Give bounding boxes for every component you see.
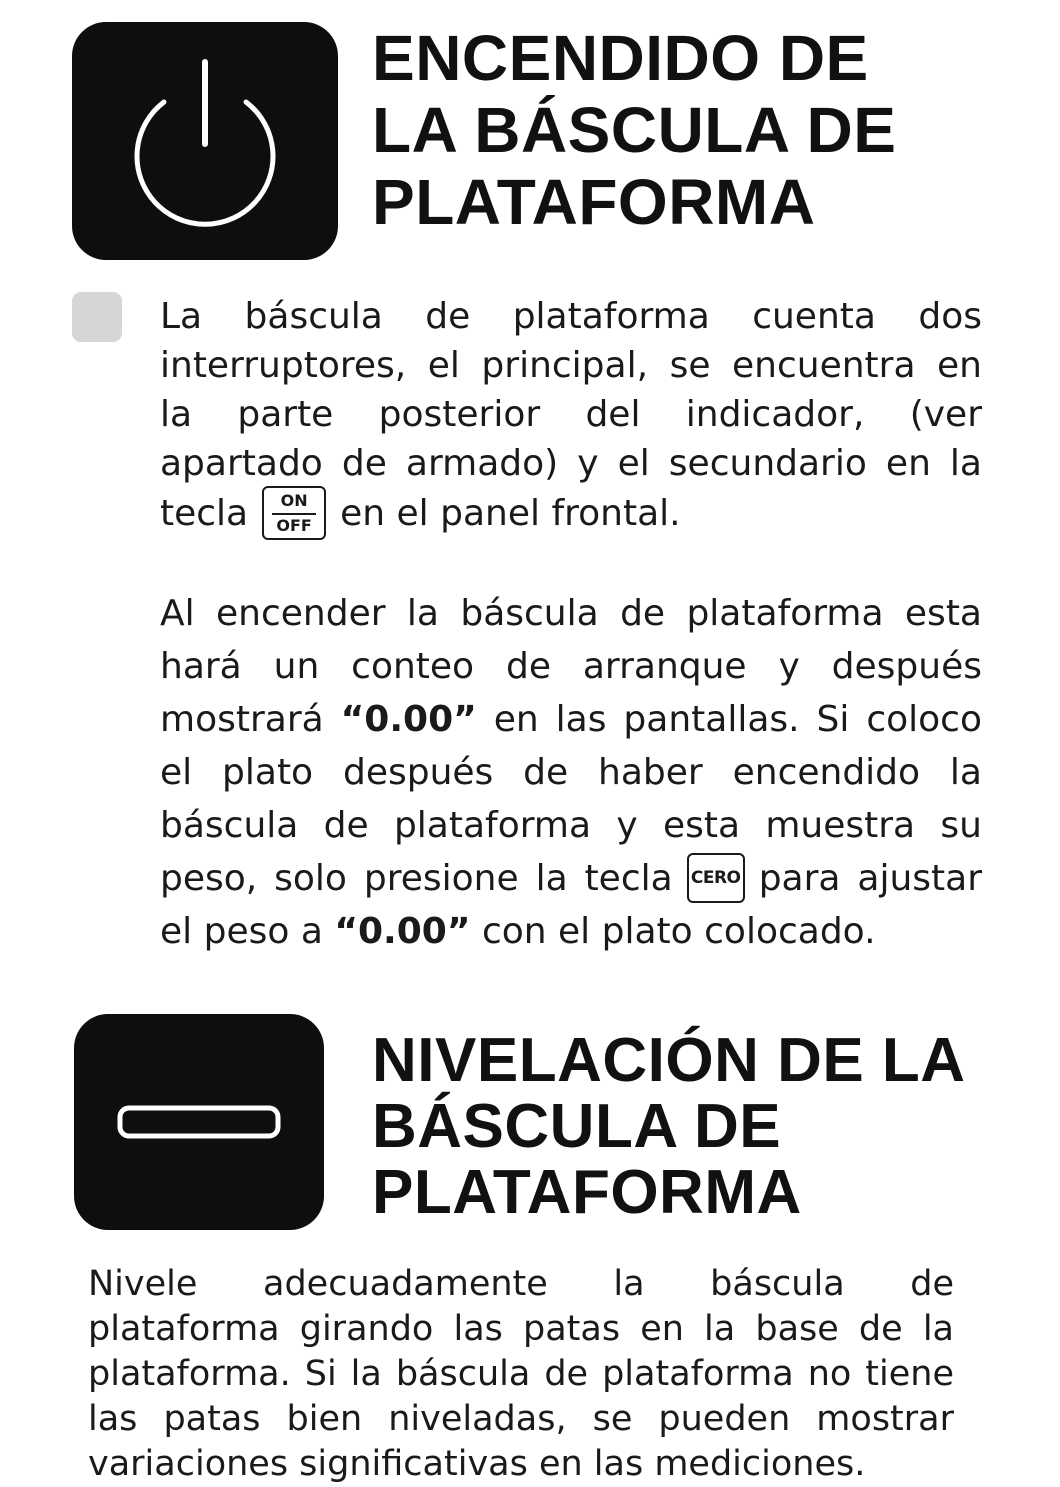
text-line: Al encender la báscula de plataforma esta — [160, 593, 982, 634]
text-line — [160, 488, 982, 542]
text-fragment: para ajustar — [758, 858, 982, 899]
text-fragment: peso, solo presione la tecla — [160, 858, 673, 899]
text-fragment: en las pantallas. Si coloco — [493, 699, 982, 740]
power-icon-tile — [72, 22, 338, 260]
key-label-off: OFF — [272, 513, 316, 537]
zero-value-text: “0.00” — [334, 911, 471, 952]
text-line: las patas bien niveladas, se pueden mostrar — [88, 1399, 954, 1439]
paragraph-startup — [160, 587, 982, 958]
level-bar-icon — [74, 1014, 324, 1230]
text-line — [160, 905, 982, 958]
heading-line: ENCENDIDO DE — [372, 22, 869, 94]
text-line: plataforma girando las patas en la base de la — [88, 1309, 954, 1349]
text-line: variaciones significativas en las mediciones. — [88, 1444, 866, 1484]
paragraph-switches — [160, 292, 982, 542]
heading-line: BÁSCULA DE — [372, 1092, 782, 1161]
paragraph-leveling — [88, 1262, 954, 1487]
key-label-on: ON — [280, 491, 308, 510]
text-line: plataforma. Si la báscula de plataforma no tiene — [88, 1354, 954, 1394]
section-heading-encendido — [372, 22, 1012, 238]
text-fragment: el peso a — [160, 911, 323, 952]
text-line: báscula de plataforma y esta muestra su — [160, 805, 982, 846]
text-line: La báscula de plataforma cuenta dos — [160, 296, 982, 337]
text-line: interruptores, el principal, se encuentra en — [160, 345, 982, 386]
text-line: hará un conteo de arranque y después — [160, 646, 982, 687]
cero-key-icon: CERO — [687, 853, 745, 903]
heading-line: PLATAFORMA — [372, 1158, 802, 1227]
heading-line: LA BÁSCULA DE — [372, 94, 897, 166]
on-off-key-icon — [262, 486, 326, 540]
text-line: apartado de armado) y el secundario en la — [160, 443, 982, 484]
heading-line: PLATAFORMA — [372, 166, 816, 238]
section-heading-nivelacion — [372, 1028, 1032, 1226]
bullet-marker — [72, 292, 122, 342]
text-fragment: tecla — [160, 493, 249, 534]
text-fragment: mostrará — [160, 699, 324, 740]
heading-line: NIVELACIÓN DE LA — [372, 1026, 966, 1095]
text-line — [160, 852, 982, 905]
level-icon-tile — [74, 1014, 324, 1230]
text-fragment: con el plato colocado. — [481, 911, 876, 952]
text-line: el plato después de haber encendido la — [160, 752, 982, 793]
text-fragment: en el panel frontal. — [340, 493, 681, 534]
text-line: la parte posterior del indicador, (ver — [160, 394, 982, 435]
zero-value-text: “0.00” — [340, 699, 477, 740]
text-line: Nivele adecuadamente la báscula de — [88, 1264, 954, 1304]
text-line — [160, 693, 982, 746]
power-icon — [72, 22, 338, 260]
